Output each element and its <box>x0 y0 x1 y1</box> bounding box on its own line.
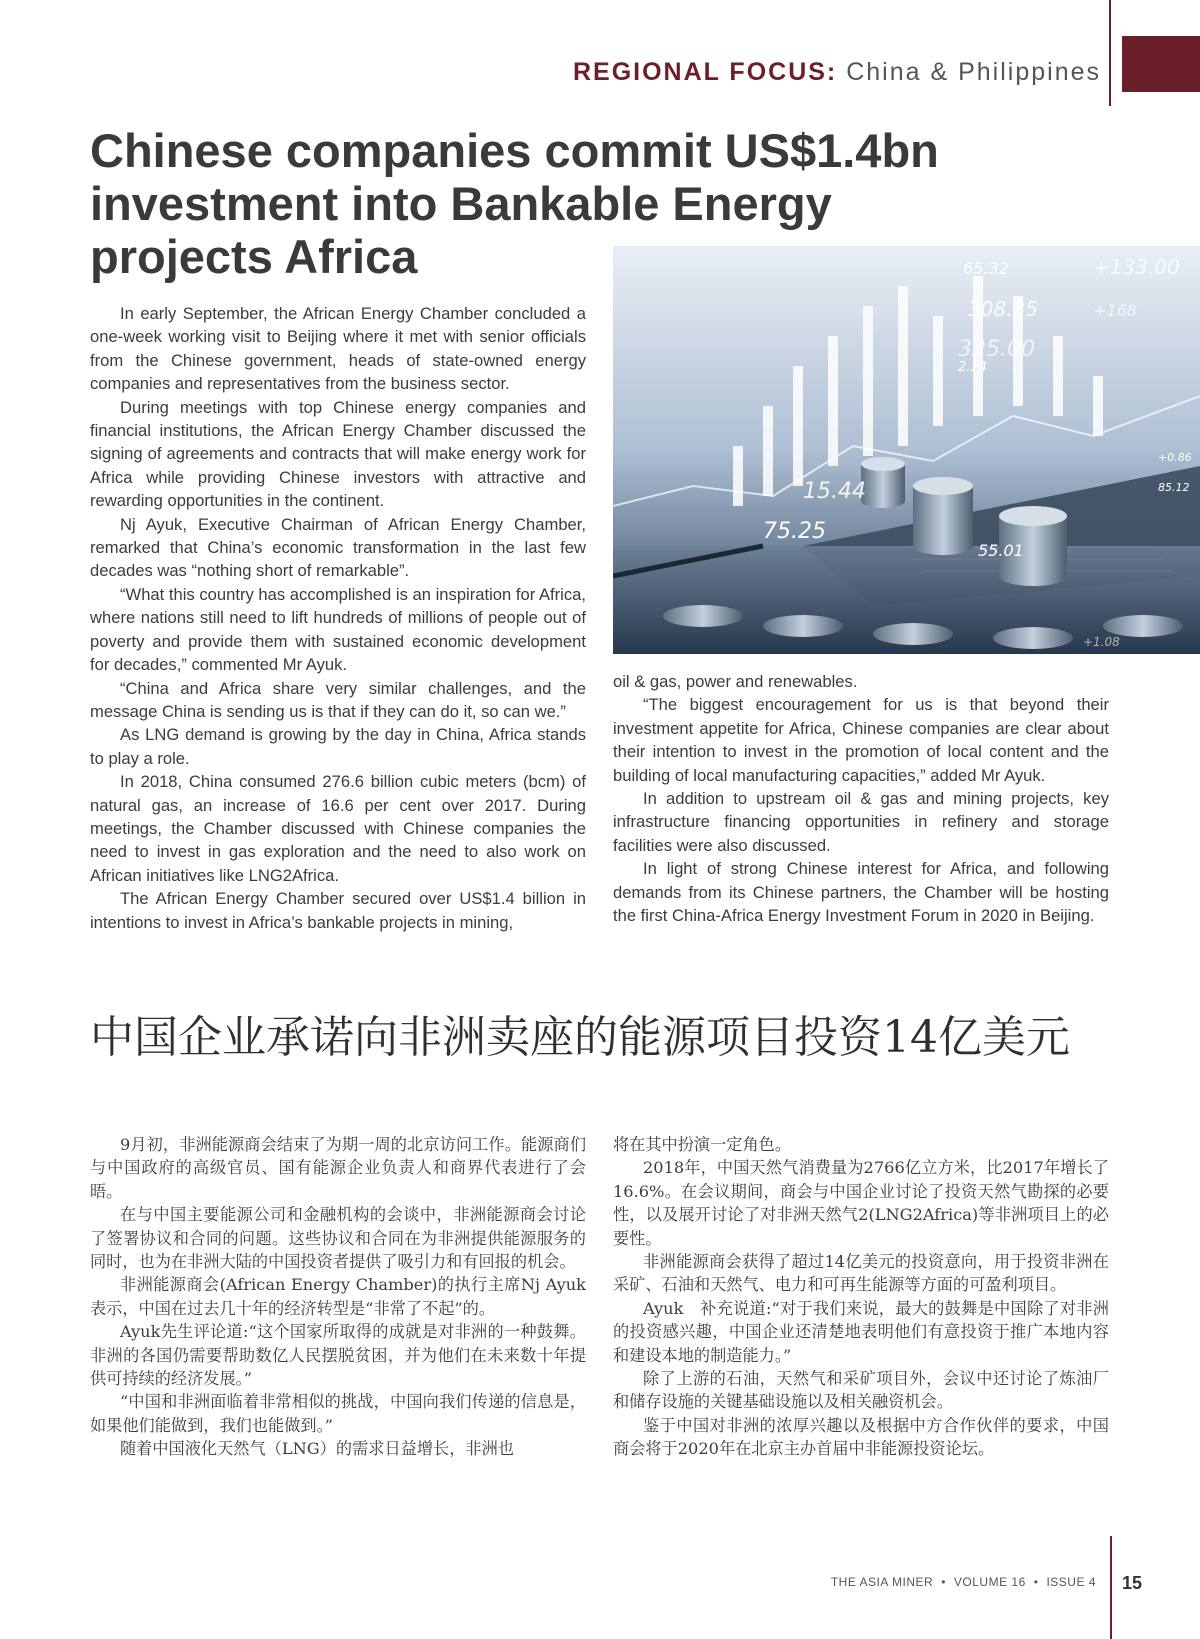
ticker-value: +133.00 <box>1093 255 1180 279</box>
ticker-value: +1.08 <box>1083 635 1120 649</box>
separator: • <box>941 1575 946 1589</box>
article-photo <box>613 246 1200 654</box>
paragraph: 非洲能源商会获得了超过14亿美元的投资意向，用于投资非洲在采矿、石油和天然气、电力和可再生能源等方面的可盈利项目。 <box>613 1252 1109 1295</box>
header-vertical-rule <box>1109 0 1111 106</box>
paragraph: “China and Africa share very similar challenges, and the message China is sending us is that if they can do it, so can we.” <box>90 678 586 721</box>
footer-publication-info <box>831 1575 1096 1589</box>
paragraph: In light of strong Chinese interest for Africa, and following demands from its Chinese partners, the Chamber will be hosting the first China-Africa Energy Investment Forum in 2020 in Beijing. <box>613 859 1109 926</box>
paragraph: 鉴于中国对非洲的浓厚兴趣以及根据中方合作伙伴的要求，中国商会将于2020年在北京主办首届中非能源投资论坛。 <box>613 1415 1109 1459</box>
paragraph: As LNG demand is growing by the day in China, Africa stands to play a role. <box>90 725 586 768</box>
ticker-value: 85.12 <box>1158 481 1190 494</box>
paragraph: 除了上游的石油，天然气和采矿项目外，会议中还讨论了炼油厂和储存设施的关键基础设施以及相关融资机会。 <box>613 1369 1109 1412</box>
paragraph: In 2018, China consumed 276.6 billion cubic meters (bcm) of natural gas, an increase of 16.6 per cent over 2017. During meetings, the Chamber discussed with Chinese companies the need to invest in gas exploration and the need to also work on African initiatives like LNG2Africa. <box>90 772 586 885</box>
page-number: 15 <box>1122 1573 1143 1593</box>
section-label-value: China & Philippines <box>846 58 1101 86</box>
paragraph-continuation: 将在其中扮演一定角色。 <box>613 1135 792 1154</box>
footer-vertical-rule <box>1110 1536 1112 1639</box>
paragraph: Ayuk先生评论道:“这个国家所取得的成就是对非洲的一种鼓舞。非洲的各国仍需要帮助数亿人民摆脱贫困，并为他们在未来数十年提供可持续的经济发展。” <box>90 1322 586 1389</box>
section-label-key: REGIONAL FOCUS: <box>572 58 838 86</box>
ticker-value: 15.44 <box>803 479 866 504</box>
volume: VOLUME 16 <box>953 1575 1026 1589</box>
ticker-value: 55.01 <box>978 541 1024 560</box>
ticker-value: 75.25 <box>763 519 826 544</box>
paragraph: 在与中国主要能源公司和金融机构的会谈中，非洲能源商会讨论了签署协议和合同的问题。这些协议和合同在为非洲提供能源服务的同时，也为在非洲大陆的中国投资者提供了吸引力和有回报的机会。 <box>90 1205 586 1272</box>
ticker-value: +168 <box>1093 301 1137 320</box>
paragraph: The African Energy Chamber secured over US$1.4 billion in intentions to invest in Africa’s bankable projects in mining, <box>90 889 586 932</box>
paragraph: During meetings with top Chinese energy companies and financial institutions, the African Energy Chamber discussed the signing of agreements and contracts that will make energy work for Africa while providing Chinese investors with attractive and rewarding opportunities in the continent. <box>90 397 586 511</box>
ticker-value: 325.00 <box>958 337 1035 362</box>
ticker-value: 65.32 <box>963 259 1009 278</box>
separator: • <box>1033 1575 1039 1589</box>
header-accent-tab <box>1122 36 1200 92</box>
issue: ISSUE 4 <box>1046 1575 1096 1589</box>
section-label <box>573 58 1101 87</box>
publication-name: THE ASIA MINER <box>830 1575 934 1589</box>
paragraph: Nj Ayuk, Executive Chairman of African Energy Chamber, remarked that China’s economic transformation in the last few decades was “nothing short of remarkable”. <box>90 514 586 581</box>
article-column-left <box>90 302 586 934</box>
paragraph-continuation: oil & gas, power and renewables. <box>613 672 858 691</box>
article-headline-chinese: 中国企业承诺向非洲卖座的能源项目投资14亿美元 <box>90 1012 1070 1063</box>
ticker-value: +0.86 <box>1158 451 1192 464</box>
article-column-right-chinese <box>613 1133 1109 1461</box>
ticker-value: 308.35 <box>968 297 1038 321</box>
paragraph: “The biggest encouragement for us is that beyond their investment appetite for Africa, Chinese companies are clear about their intention to invest in the promotion of local content and the building of local manufacturing capacities,” added Mr Ayuk. <box>613 695 1109 785</box>
paragraph: 9月初，非洲能源商会结束了为期一周的北京访问工作。能源商们与中国政府的高级官员、国有能源企业负责人和商界代表进行了会晤。 <box>90 1135 586 1201</box>
article-column-left-chinese <box>90 1133 586 1461</box>
paragraph: 非洲能源商会(African Energy Chamber)的执行主席Nj Ayuk表示，中国在过去几十年的经济转型是“非常了不起”的。 <box>90 1275 586 1318</box>
paragraph: “中国和非洲面临着非常相似的挑战，中国向我们传递的信息是，如果他们能做到，我们也能做到。” <box>90 1392 586 1435</box>
paragraph: Ayuk 补充说道:“对于我们来说，最大的鼓舞是中国除了对非洲的投资感兴趣，中国企业还清楚地表明他们有意投资于推广本地内容和建设本地的制造能力。” <box>613 1298 1109 1365</box>
paragraph: 随着中国液化天然气（LNG）的需求日益增长，非洲也 <box>120 1439 514 1459</box>
paragraph: 2018年，中国天然气消费量为2766亿立方米，比2017年增长了16.6%。在会议期间，商会与中国企业讨论了投资天然气勘探的必要性，以及展开讨论了对非洲天然气2(LNG2Africa)等非洲项目上的必要性。 <box>613 1158 1109 1248</box>
article-column-right <box>613 670 1109 927</box>
paragraph: “What this country has accomplished is an inspiration for Africa, where nations still need to lift hundreds of millions of people out of poverty and provide them with sustained economic development for decades,” commented Mr Ayuk. <box>90 584 586 675</box>
article-headline: Chinese companies commit US$1.4bn investment into Bankable Energy projects Africa <box>90 124 939 283</box>
paragraph: In early September, the African Energy Chamber concluded a one-week working visit to Beijing where it met with senior officials from the Chinese government, heads of state-owned energy companies and representatives from the business sector. <box>90 304 586 394</box>
paragraph: In addition to upstream oil & gas and mining projects, key infrastructure financing opportunities in refinery and storage facilities were also discussed. <box>613 789 1109 855</box>
ticker-value: 2.14 <box>958 360 987 375</box>
